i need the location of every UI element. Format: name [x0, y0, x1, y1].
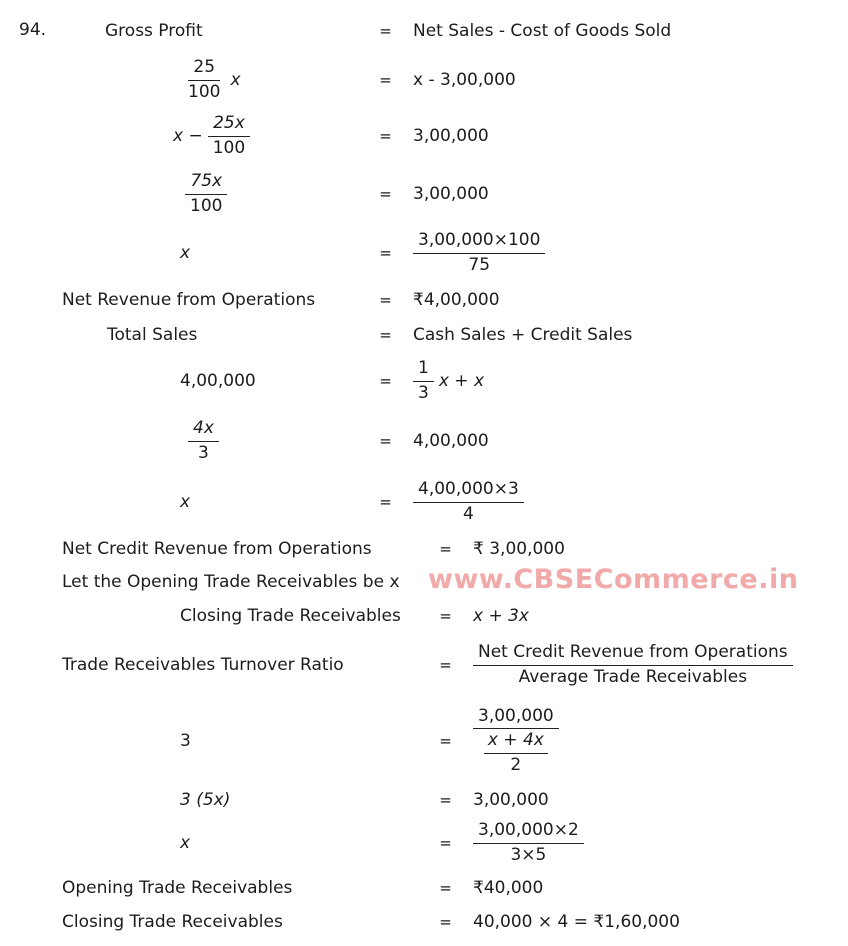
label-turnover-ratio: Trade Receivables Turnover Ratio: [62, 655, 344, 675]
value-rupees-400000: ₹4,00,000: [413, 290, 500, 310]
question-number: 94.: [19, 20, 47, 40]
equals-sign: =: [439, 834, 451, 852]
right-expression: [405, 325, 848, 345]
equation-row-turnover-ratio: [0, 633, 848, 697]
fraction-numerator: 25: [188, 58, 220, 81]
nested-fraction: [473, 707, 559, 776]
fraction-denominator: Average Trade Receivables: [518, 666, 748, 687]
equation-row-net-revenue: [0, 282, 848, 318]
equals-sign: =: [439, 732, 451, 750]
equals-sign: =: [379, 372, 391, 390]
left-expression: [0, 419, 365, 463]
equation-row-total-sales: [0, 318, 848, 352]
left-expression: [0, 325, 365, 345]
right-expression: [405, 359, 848, 403]
variable-x-minus: x −: [173, 126, 203, 146]
equation-row-x-solve-2: [0, 472, 848, 532]
expr-net-sales-minus-cogs: Net Sales - Cost of Goods Sold: [413, 21, 672, 41]
fraction-25-100: [183, 58, 225, 102]
left-expression: [0, 731, 425, 751]
variable-x: x: [180, 243, 191, 263]
fraction-1-3: [413, 359, 434, 403]
equals-sign: =: [439, 656, 451, 674]
right-expression: [405, 290, 848, 310]
fraction-denominator: 100: [212, 137, 246, 158]
left-expression: [0, 58, 365, 102]
equals-sign: =: [379, 71, 391, 89]
equation-row-400000: [0, 352, 848, 410]
equation-row-gross-profit: [0, 16, 848, 46]
equals-sign: =: [439, 791, 451, 809]
equation-row-75x-100: [0, 164, 848, 224]
label-closing-tr: Closing Trade Receivables: [180, 606, 401, 626]
expr-3-5x: 3 (5x): [180, 790, 231, 810]
equation-row-x-minus-25x-100: [0, 108, 848, 164]
value-rupees-40000: ₹40,000: [473, 878, 544, 898]
fraction-denominator: 75: [468, 254, 491, 275]
fraction-numerator: 3,00,000: [473, 707, 559, 730]
variable-x: x: [180, 492, 191, 512]
fraction-turnover-formula: [473, 643, 793, 687]
fraction-25x-100: [208, 114, 250, 158]
expr-40000-times-4: 40,000 × 4 = ₹1,60,000: [473, 912, 680, 932]
fraction-numerator: 1: [413, 359, 434, 382]
right-expression: [405, 126, 848, 146]
fraction-denominator: 3×5: [510, 844, 547, 865]
equation-row-closing-tr-1: [0, 599, 848, 633]
left-expression: [0, 243, 365, 263]
equals-sign: =: [379, 127, 391, 145]
label-gross-profit: Gross Profit: [105, 21, 203, 41]
value-400000: 4,00,000: [413, 431, 489, 451]
fraction-denominator: 100: [190, 195, 223, 216]
right-expression: [465, 912, 848, 932]
fraction-300000x100-75: [413, 231, 545, 275]
right-expression: [405, 184, 848, 204]
equals-sign: =: [439, 913, 451, 931]
fraction-denominator: 3: [198, 442, 209, 463]
fraction-denominator: [479, 729, 553, 775]
label-opening-tr: Opening Trade Receivables: [62, 878, 293, 898]
right-expression: [405, 70, 848, 90]
equals-sign: =: [379, 291, 391, 309]
variable-x: x: [180, 833, 191, 853]
label-net-credit-revenue: Net Credit Revenue from Operations: [62, 539, 372, 559]
equals-sign: =: [379, 244, 391, 262]
equals-sign: =: [439, 607, 451, 625]
left-expression: [0, 878, 425, 898]
inner-fraction: [484, 731, 548, 775]
equals-sign: =: [379, 185, 391, 203]
left-expression: [0, 912, 425, 932]
right-expression: [405, 21, 848, 41]
inner-fraction-numerator: x + 4x: [484, 731, 548, 754]
equals-sign: =: [439, 879, 451, 897]
equals-sign: =: [439, 540, 451, 558]
left-expression: [0, 114, 365, 158]
right-expression: [465, 790, 848, 810]
right-expression: [465, 878, 848, 898]
value-300000: 3,00,000: [413, 126, 489, 146]
left-expression: [0, 172, 365, 216]
equation-row-x-solve-3: [0, 815, 848, 871]
right-expression: [405, 431, 848, 451]
right-expression: [405, 480, 848, 524]
left-expression: [0, 21, 365, 41]
fraction-denominator: 4: [462, 503, 474, 524]
fraction-denominator: 100: [188, 81, 221, 102]
equals-sign: =: [379, 326, 391, 344]
right-expression: [465, 606, 848, 626]
expr-x-plus-3x: x + 3x: [473, 606, 529, 626]
right-expression: [465, 539, 848, 559]
label-net-revenue: Net Revenue from Operations: [62, 290, 316, 310]
right-expression: [405, 231, 848, 275]
label-closing-tr: Closing Trade Receivables: [62, 912, 283, 932]
expr-x-plus-x: x + x: [438, 371, 485, 391]
value-400000: 4,00,000: [180, 371, 256, 391]
equals-sign: =: [379, 493, 391, 511]
fraction-numerator: 75x: [185, 172, 227, 195]
left-expression: [0, 655, 425, 675]
value-300000: 3,00,000: [473, 790, 549, 810]
fraction-denominator: 3: [418, 382, 429, 403]
statement-let-opening-tr: Let the Opening Trade Receivables be x: [62, 572, 400, 592]
left-expression: [0, 290, 365, 310]
fraction-numerator: Net Credit Revenue from Operations: [473, 643, 793, 666]
fraction-numerator: 4,00,000×3: [413, 480, 524, 503]
fraction-numerator: 4x: [188, 419, 219, 442]
equals-sign: =: [379, 432, 391, 450]
variable-x: x: [230, 70, 241, 90]
value-rupees-300000: ₹ 3,00,000: [473, 539, 565, 559]
fraction-numerator: 25x: [208, 114, 250, 137]
value-3: 3: [180, 731, 191, 751]
left-expression: [0, 539, 425, 559]
fraction-numerator: 3,00,000×100: [413, 231, 545, 254]
equation-row-opening-tr: [0, 871, 848, 905]
right-expression: [465, 707, 848, 776]
left-expression: [0, 833, 425, 853]
left-expression: [0, 492, 365, 512]
equation-row-net-credit-revenue: [0, 532, 848, 566]
watermark-cbsecommerce: www.CBSECommerce.in: [428, 564, 799, 595]
equals-sign: =: [379, 22, 391, 40]
fraction-400000x3-4: [413, 480, 524, 524]
fraction-numerator: 3,00,000×2: [473, 821, 584, 844]
fraction-4x-3: [188, 419, 219, 463]
equation-row-three: [0, 697, 848, 785]
inner-fraction-denominator: 2: [510, 754, 522, 775]
fraction-75x-100: [185, 172, 227, 216]
equation-row-closing-tr-2: [0, 905, 848, 939]
fraction-300000x2-3x5: [473, 821, 584, 865]
equation-row-x-solve-1: [0, 224, 848, 282]
left-expression: [0, 371, 365, 391]
equation-row-4x-3: [0, 410, 848, 472]
equation-row-3-5x: [0, 785, 848, 815]
left-expression: [0, 790, 425, 810]
expr-x-minus-300000: x - 3,00,000: [413, 70, 516, 90]
left-expression: [0, 606, 425, 626]
right-expression: [465, 643, 848, 687]
equation-row-25-100-x: [0, 52, 848, 108]
value-300000: 3,00,000: [413, 184, 489, 204]
expr-cash-plus-credit-sales: Cash Sales + Credit Sales: [413, 325, 633, 345]
label-total-sales: Total Sales: [107, 325, 198, 345]
right-expression: [465, 821, 848, 865]
